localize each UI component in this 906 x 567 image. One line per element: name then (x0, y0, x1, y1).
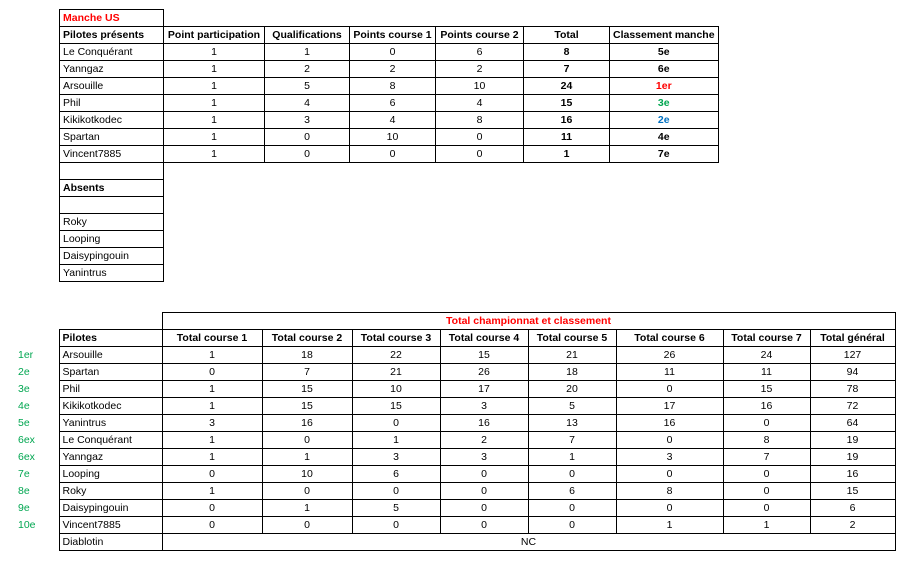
manche-row (60, 129, 719, 146)
championnat-row (18, 500, 895, 517)
manche-row (60, 112, 719, 129)
championnat-header-row (18, 330, 895, 347)
total-course-7-cell: 0 (723, 500, 810, 517)
classement-cell: 1er (610, 78, 719, 95)
qualifications-cell: 3 (265, 112, 350, 129)
manche-row (60, 78, 719, 95)
total-course-2-cell: 15 (262, 398, 352, 415)
manche-title: Manche US (60, 10, 164, 27)
total-course-6-cell: 0 (616, 466, 723, 483)
total-course-1-cell: 1 (162, 483, 262, 500)
championnat-title: Total championnat et classement (162, 313, 895, 330)
total-cell: 11 (524, 129, 610, 146)
total-course-6-cell: 0 (616, 432, 723, 449)
total-course-5-cell: 13 (528, 415, 616, 432)
total-general-cell: 78 (810, 381, 895, 398)
total-general-cell: 72 (810, 398, 895, 415)
total-general-cell: 16 (810, 466, 895, 483)
participation-cell: 1 (164, 44, 265, 61)
absents-label: Absents (60, 180, 164, 197)
championnat-row (18, 398, 895, 415)
pilote-name: Spartan (60, 129, 164, 146)
classement-cell: 3e (610, 95, 719, 112)
total-course-7-cell: 8 (723, 432, 810, 449)
classement-cell: 6e (610, 61, 719, 78)
total-course-5-cell: 0 (528, 466, 616, 483)
participation-cell: 1 (164, 95, 265, 112)
participation-cell: 1 (164, 146, 265, 163)
points-course-2-cell: 8 (436, 112, 524, 129)
classement-cell: 7e (610, 146, 719, 163)
total-course-5-cell: 5 (528, 398, 616, 415)
total-course-6-cell: 8 (616, 483, 723, 500)
total-course-7-cell: 24 (723, 347, 810, 364)
total-cell: 8 (524, 44, 610, 61)
points-course-1-cell: 0 (350, 146, 436, 163)
pilote-name: Looping (59, 466, 162, 483)
header-qualifications: Qualifications (265, 27, 350, 44)
total-course-4-cell: 0 (440, 466, 528, 483)
pilote-name: Yanngaz (60, 61, 164, 78)
total-course-1-cell: 1 (162, 449, 262, 466)
total-course-1-cell: 1 (162, 432, 262, 449)
header-total: Total (524, 27, 610, 44)
pilote-name: Roky (59, 483, 162, 500)
total-course-4-cell: 3 (440, 398, 528, 415)
rank-label: 10e (18, 519, 36, 531)
total-course-7-cell: 1 (723, 517, 810, 534)
header-pilotes-presents: Pilotes présents (60, 27, 164, 44)
total-general-cell: 127 (810, 347, 895, 364)
total-course-2-cell: 10 (262, 466, 352, 483)
absent-row (60, 265, 719, 282)
qualifications-cell: 5 (265, 78, 350, 95)
total-course-6-cell: 0 (616, 500, 723, 517)
rank-label: 1er (18, 349, 34, 361)
total-course-3-cell: 1 (352, 432, 440, 449)
nc-pilote-name: Diablotin (59, 534, 162, 551)
header-total-course-4: Total course 4 (440, 330, 528, 347)
points-course-1-cell: 4 (350, 112, 436, 129)
absent-row (60, 248, 719, 265)
header-points-course-2: Points course 2 (436, 27, 524, 44)
points-course-1-cell: 2 (350, 61, 436, 78)
championnat-row (18, 381, 895, 398)
classement-cell: 5e (610, 44, 719, 61)
points-course-2-cell: 2 (436, 61, 524, 78)
total-course-4-cell: 0 (440, 517, 528, 534)
total-general-cell: 94 (810, 364, 895, 381)
classement-cell: 4e (610, 129, 719, 146)
points-course-2-cell: 0 (436, 129, 524, 146)
total-general-cell: 6 (810, 500, 895, 517)
empty-cell (60, 197, 164, 214)
total-course-5-cell: 1 (528, 449, 616, 466)
nc-row (18, 534, 895, 551)
absent-pilote-name: Roky (60, 214, 164, 231)
rank-label: 6ex (18, 451, 35, 463)
pilote-name: Vincent7885 (59, 517, 162, 534)
total-course-1-cell: 3 (162, 415, 262, 432)
header-total-course-5: Total course 5 (528, 330, 616, 347)
total-course-5-cell: 0 (528, 500, 616, 517)
manche-table (59, 9, 719, 282)
pilote-name: Kikikotkodec (59, 398, 162, 415)
absent-pilote-name: Daisypingouin (60, 248, 164, 265)
total-course-6-cell: 0 (616, 381, 723, 398)
absent-pilote-name: Looping (60, 231, 164, 248)
manche-row (60, 44, 719, 61)
total-course-2-cell: 15 (262, 381, 352, 398)
qualifications-cell: 4 (265, 95, 350, 112)
total-course-7-cell: 0 (723, 483, 810, 500)
absent-pilote-name: Yanintrus (60, 265, 164, 282)
points-course-1-cell: 8 (350, 78, 436, 95)
total-course-1-cell: 0 (162, 500, 262, 517)
absent-row (60, 214, 719, 231)
championnat-row (18, 432, 895, 449)
total-course-1-cell: 1 (162, 381, 262, 398)
total-general-cell: 15 (810, 483, 895, 500)
total-general-cell: 64 (810, 415, 895, 432)
points-course-2-cell: 0 (436, 146, 524, 163)
total-course-5-cell: 20 (528, 381, 616, 398)
absent-row (60, 231, 719, 248)
total-course-5-cell: 6 (528, 483, 616, 500)
pilote-name: Le Conquérant (59, 432, 162, 449)
pilote-name: Vincent7885 (60, 146, 164, 163)
total-cell: 7 (524, 61, 610, 78)
pilote-name: Phil (59, 381, 162, 398)
total-course-2-cell: 0 (262, 432, 352, 449)
pilote-name: Spartan (59, 364, 162, 381)
qualifications-cell: 2 (265, 61, 350, 78)
total-course-3-cell: 15 (352, 398, 440, 415)
header-total-general: Total général (810, 330, 895, 347)
pilote-name: Arsouille (59, 347, 162, 364)
total-course-4-cell: 3 (440, 449, 528, 466)
total-cell: 24 (524, 78, 610, 95)
total-course-2-cell: 0 (262, 483, 352, 500)
nc-label: NC (162, 534, 895, 551)
championnat-table (18, 312, 896, 551)
total-course-3-cell: 6 (352, 466, 440, 483)
total-cell: 1 (524, 146, 610, 163)
championnat-row (18, 347, 895, 364)
points-course-2-cell: 6 (436, 44, 524, 61)
pilote-name: Phil (60, 95, 164, 112)
qualifications-cell: 1 (265, 44, 350, 61)
total-course-6-cell: 26 (616, 347, 723, 364)
total-course-2-cell: 1 (262, 500, 352, 517)
total-course-4-cell: 2 (440, 432, 528, 449)
championnat-row (18, 364, 895, 381)
total-course-4-cell: 0 (440, 483, 528, 500)
total-course-5-cell: 7 (528, 432, 616, 449)
header-total-course-7: Total course 7 (723, 330, 810, 347)
total-course-7-cell: 15 (723, 381, 810, 398)
total-general-cell: 19 (810, 449, 895, 466)
total-course-5-cell: 0 (528, 517, 616, 534)
points-course-1-cell: 0 (350, 44, 436, 61)
header-classement-manche: Classement manche (610, 27, 719, 44)
total-course-5-cell: 21 (528, 347, 616, 364)
rank-label: 7e (18, 468, 30, 480)
total-course-7-cell: 11 (723, 364, 810, 381)
total-cell: 16 (524, 112, 610, 129)
rank-label: 2e (18, 366, 30, 378)
total-course-3-cell: 0 (352, 415, 440, 432)
manche-header-row (60, 27, 719, 44)
total-general-cell: 2 (810, 517, 895, 534)
header-total-course-6: Total course 6 (616, 330, 723, 347)
points-course-2-cell: 4 (436, 95, 524, 112)
participation-cell: 1 (164, 78, 265, 95)
rank-label: 9e (18, 502, 30, 514)
total-course-1-cell: 1 (162, 347, 262, 364)
total-course-3-cell: 0 (352, 517, 440, 534)
header-pilotes: Pilotes (59, 330, 162, 347)
header-points-course-1: Points course 1 (350, 27, 436, 44)
championnat-row (18, 415, 895, 432)
total-course-2-cell: 0 (262, 517, 352, 534)
total-course-7-cell: 0 (723, 415, 810, 432)
pilote-name: Daisypingouin (59, 500, 162, 517)
total-course-1-cell: 1 (162, 398, 262, 415)
points-course-1-cell: 10 (350, 129, 436, 146)
qualifications-cell: 0 (265, 129, 350, 146)
total-course-6-cell: 1 (616, 517, 723, 534)
total-course-3-cell: 10 (352, 381, 440, 398)
total-course-2-cell: 18 (262, 347, 352, 364)
total-course-6-cell: 3 (616, 449, 723, 466)
empty-cell (60, 163, 164, 180)
total-course-4-cell: 26 (440, 364, 528, 381)
manche-row (60, 95, 719, 112)
total-course-3-cell: 3 (352, 449, 440, 466)
total-course-4-cell: 16 (440, 415, 528, 432)
participation-cell: 1 (164, 129, 265, 146)
total-course-7-cell: 16 (723, 398, 810, 415)
classement-cell: 2e (610, 112, 719, 129)
total-cell: 15 (524, 95, 610, 112)
total-course-1-cell: 0 (162, 517, 262, 534)
header-total-course-3: Total course 3 (352, 330, 440, 347)
total-course-7-cell: 0 (723, 466, 810, 483)
championnat-row (18, 483, 895, 500)
total-course-6-cell: 11 (616, 364, 723, 381)
total-course-6-cell: 16 (616, 415, 723, 432)
pilote-name: Yanngaz (59, 449, 162, 466)
total-course-6-cell: 17 (616, 398, 723, 415)
championnat-row (18, 517, 895, 534)
participation-cell: 1 (164, 112, 265, 129)
points-course-1-cell: 6 (350, 95, 436, 112)
rank-label: 6ex (18, 434, 35, 446)
total-course-5-cell: 18 (528, 364, 616, 381)
total-course-4-cell: 17 (440, 381, 528, 398)
manche-row (60, 146, 719, 163)
rank-label: 5e (18, 417, 30, 429)
total-course-4-cell: 0 (440, 500, 528, 517)
total-course-2-cell: 16 (262, 415, 352, 432)
header-total-course-2: Total course 2 (262, 330, 352, 347)
total-course-3-cell: 0 (352, 483, 440, 500)
header-point-participation: Point participation (164, 27, 265, 44)
championnat-row (18, 449, 895, 466)
total-course-2-cell: 7 (262, 364, 352, 381)
total-course-3-cell: 5 (352, 500, 440, 517)
rank-label: 3e (18, 383, 30, 395)
total-course-1-cell: 0 (162, 364, 262, 381)
participation-cell: 1 (164, 61, 265, 78)
championnat-row (18, 466, 895, 483)
pilote-name: Arsouille (60, 78, 164, 95)
total-general-cell: 19 (810, 432, 895, 449)
total-course-2-cell: 1 (262, 449, 352, 466)
pilote-name: Kikikotkodec (60, 112, 164, 129)
pilote-name: Le Conquérant (60, 44, 164, 61)
manche-row (60, 61, 719, 78)
rank-label: 4e (18, 400, 30, 412)
rank-label: 8e (18, 485, 30, 497)
header-total-course-1: Total course 1 (162, 330, 262, 347)
points-course-2-cell: 10 (436, 78, 524, 95)
total-course-1-cell: 0 (162, 466, 262, 483)
total-course-3-cell: 21 (352, 364, 440, 381)
total-course-3-cell: 22 (352, 347, 440, 364)
total-course-4-cell: 15 (440, 347, 528, 364)
pilote-name: Yanintrus (59, 415, 162, 432)
qualifications-cell: 0 (265, 146, 350, 163)
total-course-7-cell: 7 (723, 449, 810, 466)
